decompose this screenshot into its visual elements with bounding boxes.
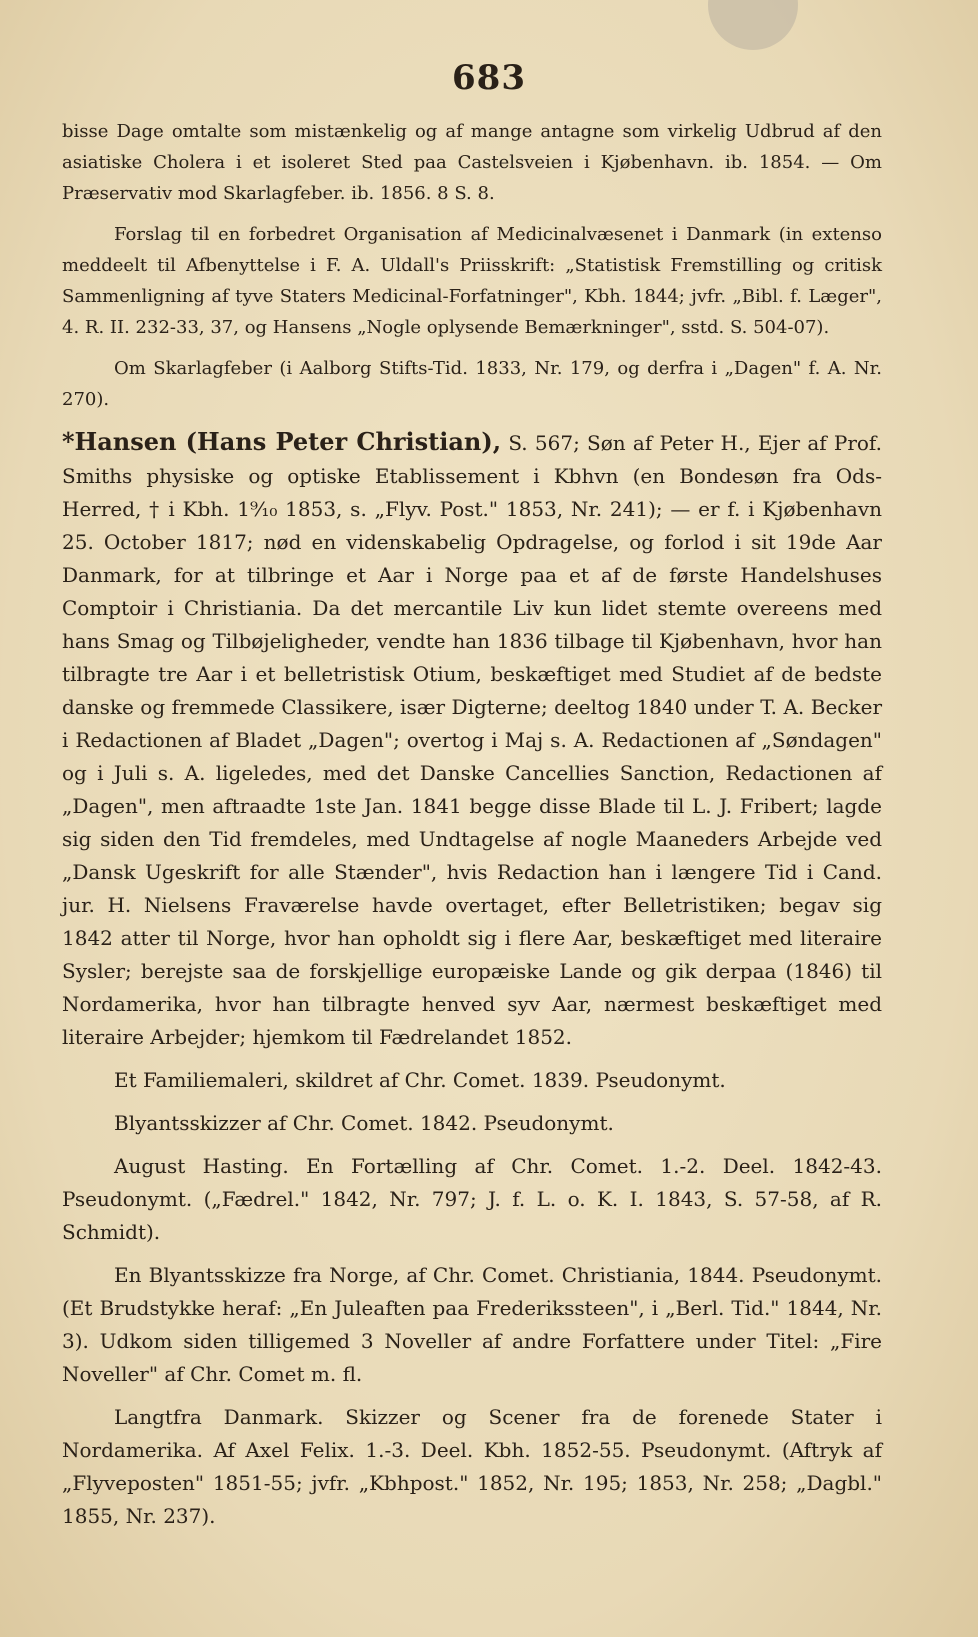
work-blyantsskizze-norge: En Blyantsskizze fra Norge, af Chr. Comet. Christiania, 1844. Pseudonymt. (Et Brudstykke heraf: „En Juleaften paa Frederikssteen", i „Berl. Tid." 1844, Nr. 3). Udkom siden tilligemed 3 Noveller af andre Forfattere under Titel: „Fire Noveller" af Chr. Comet m. fl. [62, 1263, 882, 1386]
work-august-hasting: August Hasting. En Fortælling af Chr. Comet. 1.-2. Deel. 1842-43. Pseudonymt. („Fædrel." 1842, Nr. 797; J. f. L. o. K. I. 1843, S. 57-58, af R. Schmidt). [62, 1154, 882, 1244]
page-stain [708, 0, 798, 50]
biography-entry [62, 425, 882, 1054]
work-langtfra-danmark: Langtfra Danmark. Skizzer og Scener fra de forenede Stater i Nordamerika. Af Axel Felix. 1.-3. Deel. Kbh. 1852-55. Pseudonymt. (Aftryk af „Flyveposten" 1851-55; jvfr. „Kbhpost." 1852, Nr. 195; 1853, Nr. 258; „Dagbl." 1855, Nr. 237). [62, 1405, 882, 1528]
entry-body: S. 567; Søn af Peter H., Ejer af Prof. Smiths physiske og optiske Etablissement i Kbhvn (en Bondesøn fra Ods-Herred, † i Kbh. 1⁹⁄₁₀ 1853, s. „Flyv. Post." 1853, Nr. 241); — er f. i Kjøbenhavn 25. October 1817; nød en videnskabelig Opdragelse, og forlod i sit 19de Aar Danmark, for at tilbringe et Aar i Norge paa et af de første Handelshuses Comptoir i Christiania. Da det mercantile Liv kun lidet stemte overeens med hans Smag og Tilbøjeligheder, vendte han 1836 tilbage til Kjøbenhavn, hvor han tilbragte tre Aar i et belletristisk Otium, beskæftiget med Studiet af de bedste danske og fremmede Classikere, især Digterne; deeltog 1840 under T. A. Becker i Redactionen af Bladet „Dagen"; overtog i Maj s. A. Redactionen af „Søndagen" og i Juli s. A. ligeledes, med det Danske Cancellies Sanction, Redactionen af „Dagen", men aftraadte 1ste Jan. 1841 begge disse Blade til L. J. Fribert; lagde sig siden den Tid fremdeles, med Undtagelse af nogle Maaneders Arbejde ved „Dansk Ugeskrift for alle Stænder", hvis Redaction han i længere Tid i Cand. jur. H. Nielsens Fraværelse havde overtaget, efter Belletristiken; begav sig 1842 atter til Norge, hvor han opholdt sig i flere Aar, beskæftiget med literaire Sysler; berejste saa de forskjellige europæiske Lande og gik derpaa (1846) til Nordamerika, hvor han tilbragte henved syv Aar, nærmest beskæftiget med literaire Arbejder; hjemkom til Fædrelandet 1852. [62, 431, 882, 1049]
entry-heading: *Hansen (Hans Peter Christian), [62, 427, 502, 456]
work-blyantsskizzer: Blyantsskizzer af Chr. Comet. 1842. Pseudonymt. [114, 1111, 614, 1135]
page-number: 683 [452, 58, 526, 98]
paragraph-forslag: Forslag til en forbedret Organisation af Medicinalvæsenet i Danmark (in extenso meddeelt til Afbenyttelse i F. A. Uldall's Priisskrift: „Statistisk Fremstilling og critisk Sammenligning af tyve Staters Medicinal-Forfatninger", Kbh. 1844; jvfr. „Bibl. f. Læger", 4. R. II. 232-33, 37, og Hansens „Nogle oplysende Bemærkninger", sstd. S. 504-07). [62, 224, 882, 338]
work-familiemaleri: Et Familiemaleri, skildret af Chr. Comet. 1839. Pseudonymt. [114, 1068, 726, 1092]
paragraph-skarlagfeber: Om Skarlagfeber (i Aalborg Stifts-Tid. 1833, Nr. 179, og derfra i „Dagen" f. A. Nr. 270). [62, 358, 882, 410]
paragraph-cholera: bisse Dage omtalte som mistænkelig og af mange antagne som virkelig Udbrud af den asiatiske Cholera i et isoleret Sted paa Castelsveien i Kjøbenhavn. ib. 1854. — Om Præservativ mod Skarlagfeber. ib. 1856. 8 S. 8. [62, 121, 882, 204]
page-content [62, 116, 882, 1543]
